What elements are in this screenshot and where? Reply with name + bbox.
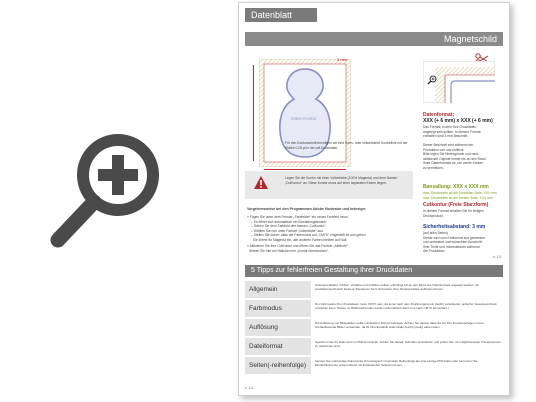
- tip-row: [245, 338, 503, 355]
- bleed-dim-label: 3 mm: [337, 57, 347, 62]
- procedure-line: Setzen Sie hier ein Häkchen bei „Kontur überdrucken“.: [249, 248, 329, 253]
- format-line: Ihres Datenformats an, um weiße Kanten: [423, 161, 484, 165]
- tip-row: [245, 281, 503, 298]
- datasheet-page: [238, 2, 510, 396]
- version-top: v. 1.0: [493, 255, 502, 259]
- product-title: Magnetschild: [245, 32, 503, 46]
- cut-heading: Bansallung: XXX x XXX mm: [423, 184, 489, 190]
- tip-row: [245, 357, 503, 374]
- cut-line: max. Druckbreite an der kürzesten Seite: XXX mm: [423, 191, 497, 195]
- tip-label: Seiten(-reihenfolge): [245, 357, 311, 374]
- warning-triangle-icon: [253, 175, 269, 190]
- format-heading: Datenformat:: [423, 112, 455, 118]
- procedure-line: » Aktivieren Sie Ihre CutKontur und öffnen Sie das Fenster „Attribute“.: [247, 244, 349, 248]
- tip-text: Die Auflösung von Bildgrafiken sollte mindestens 300 dpi betragen. Achten Sie darauf, dass Sie für Ihre Druckunterlagen immer hochauflösende Bilder verwenden, da Ihr Druckprodukt andernfalls (leicht) pixelig wirken kann.: [315, 321, 484, 330]
- format-line: Das Format, in dem Ihre Druckdaten: [423, 125, 477, 129]
- tip-text: Senden Sie mehrseitige Dokumente chronologisch in korrekter Reihenfolge als eine einzige PDF-Datei oder benennen Sie Einzeldokumente entsprechend mit fortlaufenden Seitennummern.: [315, 359, 478, 368]
- format-line: abfallende Objekte immer bis an den Rand: [423, 156, 486, 161]
- tip-text: Speichern Sie Ihr Dokument im PDF-Format ab. Achten Sie darauf, Schriften einzubetten und prüfen Sie, ob möglicherweise Transparenzen zu reduzieren sind.: [315, 340, 501, 349]
- safety-line: der Produktion.: [423, 249, 446, 253]
- zoom-in-icon[interactable]: [48, 127, 165, 252]
- format-line: enthalten sind 3 mm Beschnitt.: [423, 134, 469, 138]
- intro-text: Für den Konturschnitt benötigen wir eine linien- oder vektorisierte Konturlinie mit der Stärke 0,25 pt in der pdf-Druckdatei.: [285, 141, 408, 150]
- tip-text: Hintergrundbilder, Farben, Verläufe und Grafiken sollten unbedingt bis an den Rand des Datenformats angelegt werden, da produktionstechnisch kleinere Toleranzen beim Schneiden Ihrer Druckprodukte auftreten können.: [315, 283, 479, 292]
- format-line: Bitte legen Sie Hintergründe und rand-: [423, 152, 480, 156]
- procedure-line: – Es öffnet sich automatisch ein Einstellungsfenster.: [251, 219, 327, 224]
- format-line: Produktion von uns entfernt.: [423, 147, 465, 152]
- contour-line: In diesem Format erhalten Sie Ihr fertiges: [423, 209, 484, 213]
- procedure-line: » Fügen Sie unter dem Fenster „Farbfelder“ ein neues Farbfeld hinzu.: [247, 215, 349, 219]
- tip-text: Der Farbmodus Ihrer Druckdaten muss CMYK sein, da sonst nach dem Druckvorgang ein (leicht) veränderter, optischer Gesamteindruck entstehen kann. (Daten im RGB-Farbmodus werden automatisch durch uns nach CMYK konvertiert.): [315, 302, 497, 311]
- tips-heading: 5 Tipps zur fehlerfreien Gestaltung Ihrer Druckdaten: [245, 265, 503, 277]
- format-line: zu vermeiden.: [423, 165, 444, 170]
- format-line: Dieser Beschnitt wird während der: [423, 143, 474, 147]
- safety-line: Dieser wird vom Endformat aus gemessen: [423, 235, 486, 240]
- cut-line: max. Druckbreite an der breiten Seite: XXX mm: [423, 195, 493, 200]
- procedure-line: – Wählen Sie nun unter Farbart „Vollonfarbe“ aus.: [251, 228, 324, 233]
- horizontal-dimension: [264, 169, 346, 170]
- procedure-line: Sie Werte für Magenta ein, alle anderen Farben bleiben auf Null.: [253, 237, 348, 242]
- datasheet-label: Datenblatt: [245, 8, 317, 22]
- tip-label: Allgemein: [245, 281, 311, 298]
- tip-row: [245, 319, 503, 336]
- tip-label: Auflösung: [245, 319, 311, 336]
- format-line: angelegt sein sollten. In diesem Format: [423, 129, 481, 134]
- safety-line: Ihrer Texte und Informationen während: [423, 244, 480, 249]
- procedure-line: – Geben Sie dem Farbfeld den Namen „CutKontur“.: [251, 224, 327, 228]
- warning-text: Legen Sie die Kontur mit einer Vollonfarbe (100% Magenta) und dem Namen „CutKontur“ an. Diese Kontur muss auf einer separaten Ebene liegen.: [285, 176, 398, 185]
- safety-line: (auf allen Seiten): [423, 231, 448, 235]
- tip-label: Dateiformat: [245, 338, 311, 355]
- contour-line: Druckprodukt.: [423, 213, 444, 218]
- shape-text: Motiv-Kontur: [291, 116, 317, 121]
- magnet-shape-drawing: [259, 59, 351, 167]
- safety-line: und verhindert unerwünschten Anschnitt: [423, 240, 482, 244]
- safety-heading: Sicherheitsabstand: 3 mm: [423, 224, 486, 230]
- small-zoom-icon[interactable]: [427, 75, 437, 85]
- tip-label: Farbmodus: [245, 300, 311, 317]
- version-bottom: v. 1.0: [245, 386, 254, 390]
- format-dims: XXX (+ 6 mm) x XXX (+ 6 mm): [423, 118, 493, 124]
- tip-row: [245, 300, 503, 317]
- vertical-dimension: [253, 65, 254, 161]
- contour-heading: Cutkontur (Freie Starzform): [423, 202, 489, 208]
- warning-box: [245, 171, 413, 199]
- procedure-line: – Stellen Sie sicher, dass der Farbmodus auf „CMYK“ eingestellt ist und geben: [251, 233, 366, 237]
- procedure-heading: Vorgehensweise bei den Programmen Adobe Illustrator und Indesign:: [247, 207, 367, 211]
